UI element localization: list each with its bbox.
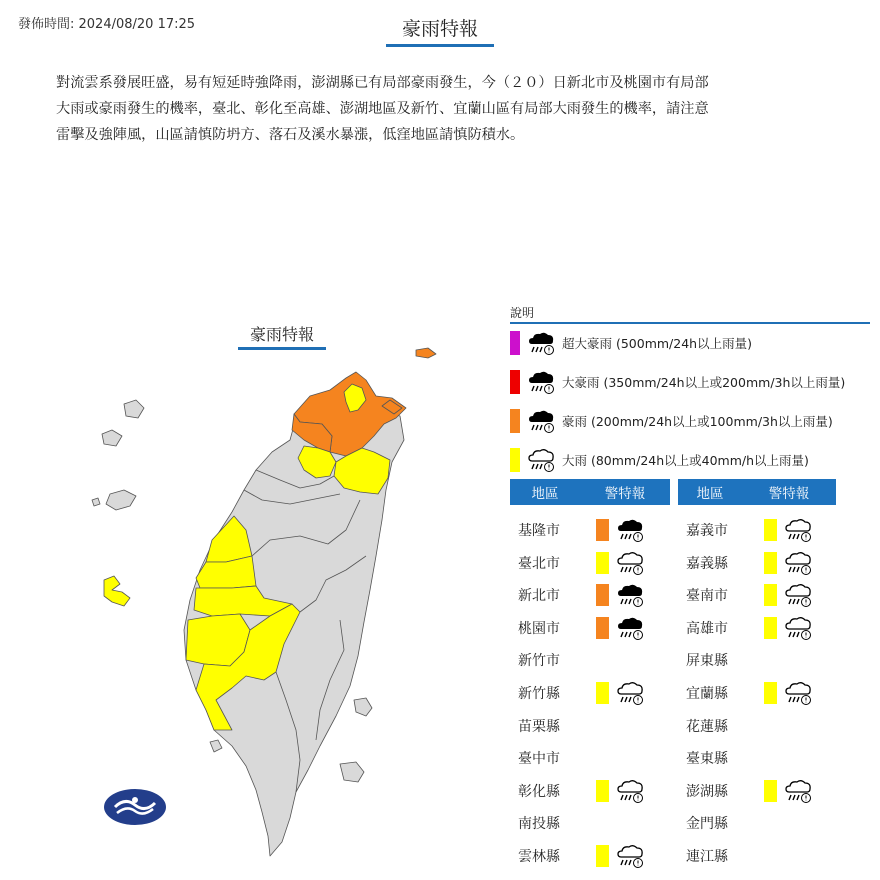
- heavy-rain-icon: [526, 407, 556, 435]
- table-row: [510, 712, 590, 740]
- rain-icon: [615, 842, 645, 870]
- table-row: [510, 549, 645, 577]
- warning-level-bar: [596, 780, 609, 802]
- map-region-penghu: [104, 576, 130, 606]
- table-row: [510, 516, 645, 544]
- description-line: 對流雲系發展旺盛，易有短延時強降雨，澎湖縣已有局部豪雨發生，今（２０）日新北市及桃園市有局部: [56, 75, 709, 91]
- heavy-rain-icon: [526, 368, 556, 396]
- legend-item: [510, 369, 845, 395]
- region-name: 彰化縣: [518, 783, 560, 800]
- legend-item: [510, 330, 752, 356]
- warning-level-bar: [764, 682, 777, 704]
- warning-level-bar: [764, 780, 777, 802]
- rain-icon: [783, 581, 813, 609]
- table-row: [510, 842, 645, 870]
- region-name: 嘉義市: [686, 523, 728, 539]
- table-row: [510, 581, 645, 609]
- heavy-rain-icon: [615, 614, 645, 642]
- region-name: 宜蘭縣: [686, 686, 728, 702]
- region-name: 桃園市: [518, 620, 560, 637]
- warning-description: [56, 70, 826, 148]
- warning-level-bar: [764, 617, 777, 639]
- table-header-left: [510, 479, 670, 505]
- table-row: [510, 777, 645, 805]
- region-name: 金門縣: [686, 816, 728, 833]
- legend-label: 豪雨 (200mm/24h以上或100mm/3h以上雨量): [562, 414, 833, 429]
- issue-time: 發佈時間: 2024/08/20 17:25: [18, 17, 196, 32]
- table-row: [510, 646, 590, 674]
- region-name: 臺北市: [518, 555, 560, 572]
- legend-swatch: [510, 331, 520, 355]
- taiwan-warning-map: [80, 320, 440, 860]
- table-row: [678, 614, 813, 642]
- region-name: 新竹縣: [518, 686, 560, 702]
- table-row: [678, 646, 758, 674]
- rain-icon: [783, 516, 813, 544]
- warning-level-bar: [764, 584, 777, 606]
- region-name: 雲林縣: [518, 849, 560, 865]
- table-row: [510, 614, 645, 642]
- rain-icon: [615, 777, 645, 805]
- table-row: [678, 744, 758, 772]
- legend-swatch: [510, 409, 520, 433]
- legend-label: 大雨 (80mm/24h以上或40mm/h以上雨量): [562, 453, 809, 468]
- table-row: [678, 712, 758, 740]
- description-line: 雷擊及強陣風，山區請慎防坍方、落石及溪水暴漲，低窪地區請慎防積水。: [56, 127, 525, 143]
- legend-swatch: [510, 370, 520, 394]
- column-region: 地區: [531, 486, 559, 502]
- heavy-rain-icon: [615, 581, 645, 609]
- column-warning: 警特報: [768, 486, 810, 502]
- rain-icon: [526, 446, 556, 474]
- legend-header: 說明: [510, 306, 535, 320]
- warning-level-bar: [596, 552, 609, 574]
- map-title: 豪雨特報: [238, 322, 326, 350]
- rain-icon: [615, 549, 645, 577]
- region-name: 新竹市: [518, 653, 560, 670]
- rain-icon: [783, 614, 813, 642]
- rain-icon: [783, 549, 813, 577]
- table-row: [678, 842, 758, 870]
- region-name: 屏東縣: [686, 653, 728, 670]
- table-row: [678, 581, 813, 609]
- region-name: 臺南市: [686, 588, 728, 605]
- table-row: [678, 516, 813, 544]
- region-name: 基隆市: [518, 523, 560, 539]
- cwa-logo-icon: [103, 787, 167, 827]
- region-name: 澎湖縣: [686, 783, 728, 800]
- region-name: 嘉義縣: [686, 555, 728, 572]
- table-row: [510, 744, 590, 772]
- warning-level-bar: [596, 845, 609, 867]
- heavy-rain-icon: [615, 516, 645, 544]
- warning-level-bar: [764, 519, 777, 541]
- table-header-right: [678, 479, 836, 505]
- table-row: [678, 777, 813, 805]
- region-name: 臺東縣: [686, 751, 728, 768]
- warning-level-bar: [596, 682, 609, 704]
- rain-icon: [783, 679, 813, 707]
- table-row: [678, 679, 813, 707]
- legend-label: 大豪雨 (350mm/24h以上或200mm/3h以上雨量): [562, 375, 846, 390]
- column-warning: 警特報: [604, 486, 646, 502]
- legend-item: [510, 408, 833, 434]
- region-name: 花蓮縣: [686, 718, 728, 735]
- rain-icon: [783, 777, 813, 805]
- legend-divider: [510, 322, 870, 324]
- column-region: 地區: [696, 486, 724, 502]
- region-name: 新北市: [518, 588, 560, 605]
- region-name: 高雄市: [686, 620, 728, 637]
- warning-level-bar: [596, 519, 609, 541]
- page-title: 豪雨特報: [386, 14, 494, 47]
- rain-icon: [615, 679, 645, 707]
- region-name: 苗栗縣: [518, 718, 560, 735]
- warning-level-bar: [596, 584, 609, 606]
- table-row: [678, 549, 813, 577]
- description-line: 大雨或豪雨發生的機率，臺北、彰化至高雄、澎湖地區及新竹、宜蘭山區有局部大雨發生的機率，請注意: [56, 101, 709, 117]
- table-row: [510, 809, 590, 837]
- table-row: [678, 809, 758, 837]
- legend-label: 超大豪雨 (500mm/24h以上雨量): [562, 336, 752, 351]
- heavy-rain-icon: [526, 329, 556, 357]
- region-name: 連江縣: [686, 849, 728, 865]
- region-name: 臺中市: [518, 751, 560, 768]
- warning-level-bar: [764, 552, 777, 574]
- table-row: [510, 679, 645, 707]
- region-name: 南投縣: [518, 816, 560, 833]
- legend-swatch: [510, 448, 520, 472]
- warning-level-bar: [596, 617, 609, 639]
- legend-item: [510, 447, 809, 473]
